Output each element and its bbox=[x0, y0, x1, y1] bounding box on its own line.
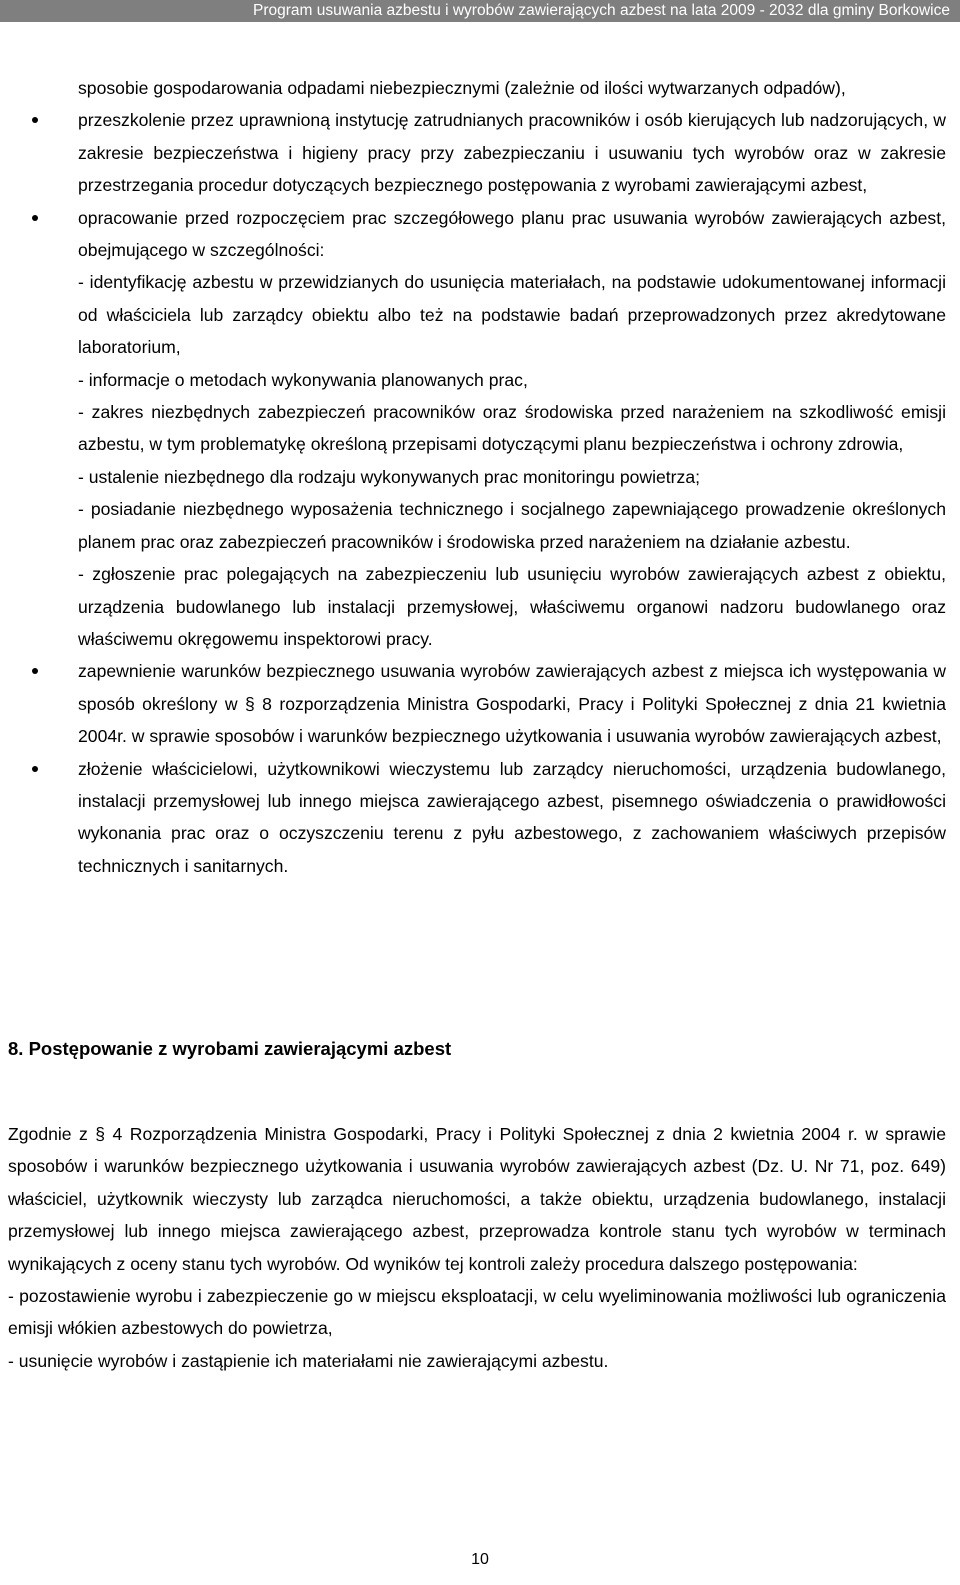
list-item bbox=[0, 202, 960, 656]
list-item bbox=[0, 72, 960, 104]
sub-item-text: - zakres niezbędnych zabezpieczeń pracowników oraz środowiska przed narażeniem na szkodliwość emisji azbestu, w tym problematykę określoną przepisami dotyczącymi planu bezpieczeństwa i ochrony zdrowia, bbox=[78, 402, 946, 455]
paragraph-text: - usunięcie wyrobów i zastąpienie ich materiałami nie zawierającymi azbestu. bbox=[8, 1350, 609, 1371]
list-item bbox=[0, 753, 960, 883]
list-item bbox=[0, 655, 960, 752]
list-item bbox=[0, 104, 960, 201]
section-heading: 8. Postępowanie z wyrobami zawierającymi azbest bbox=[8, 1038, 452, 1059]
section-paragraph bbox=[0, 1118, 960, 1377]
bullet-icon bbox=[32, 668, 38, 674]
paragraph-text: - pozostawienie wyrobu i zabezpieczenie go w miejscu eksploatacji, w celu wyeliminowania możliwości lub ograniczenia emisji włókien azbestowych do powietrza, bbox=[8, 1286, 946, 1339]
sub-item-text: - zgłoszenie prac polegających na zabezpieczeniu lub usunięciu wyrobów zawierających azbest z obiektu, urządzenia budowlanego lub instalacji przemysłowej, właściwemu organowi nadzoru budowlanego oraz właściwemu okręgowemu inspektorowi pracy. bbox=[78, 564, 946, 649]
page-header bbox=[0, 0, 960, 22]
list-item-text: zapewnienie warunków bezpiecznego usuwania wyrobów zawierających azbest z miejsca ich występowania w sposób określony w § 8 rozporządzenia Ministra Gospodarki, Pracy i Polityki Społecznej z dnia 21 kwietnia 2004r. w sprawie sposobów i warunków bezpiecznego użytkowania i usuwania wyrobów zawierających azbest, bbox=[78, 661, 946, 747]
page-number: 10 bbox=[471, 1551, 489, 1568]
sub-item-text: - identyfikację azbestu w przewidzianych do usunięcia materiałach, na podstawie udokumentowanej informacji od właściciela lub zarządcy obiektu albo też na podstawie badań przeprowadzonych przez akredytowane laboratorium, bbox=[78, 272, 946, 358]
sub-item-text: - informacje o metodach wykonywania planowanych prac, bbox=[78, 369, 528, 390]
header-title: Program usuwania azbestu i wyrobów zawierających azbest na lata 2009 - 2032 dla gminy Borkowice bbox=[252, 2, 950, 19]
requirements-list bbox=[0, 72, 960, 882]
paragraph-text: Zgodnie z § 4 Rozporządzenia Ministra Gospodarki, Pracy i Polityki Społecznej z dnia 2 kwietnia 2004 r. w sprawie sposobów i warunków bezpiecznego użytkowania i usuwania wyrobów zawierających azbest (Dz. U. Nr 71, poz. 649) właściciel, użytkownik wieczysty lub zarządca nieruchomości, a także obiektu, urządzenia budowlanego, instalacji przemysłowej lub innego miejsca zawierającego azbest, przeprowadza kontrole stanu tych wyrobów w terminach wynikających z oceny stanu tych wyrobów. Od wyników tej kontroli zależy procedura dalszego postępowania: bbox=[8, 1124, 946, 1274]
list-item-text: opracowanie przed rozpoczęciem prac szczegółowego planu prac usuwania wyrobów zawierających azbest, obejmującego w szczególności: bbox=[78, 207, 946, 261]
page-content bbox=[0, 72, 960, 882]
sub-item-text: - posiadanie niezbędnego wyposażenia technicznego i socjalnego zapewniającego prowadzenie określonych planem prac oraz zabezpieczeń pracowników i środowiska przed narażeniem na działanie azbestu. bbox=[78, 499, 946, 552]
bullet-icon bbox=[32, 766, 38, 772]
list-item-text: sposobie gospodarowania odpadami niebezpiecznymi (zależnie od ilości wytwarzanych odpadów), bbox=[78, 78, 846, 98]
list-item-text: przeszkolenie przez uprawnioną instytucję zatrudnianych pracowników i osób kierujących lub nadzorujących, w zakresie bezpieczeństwa i higieny pracy przy zabezpieczaniu i usuwaniu tych wyrobów oraz w zakresie przestrzegania procedur dotyczących bezpiecznego postępowania z wyrobami zawierającymi azbest, bbox=[78, 110, 946, 196]
list-item-text: złożenie właścicielowi, użytkownikowi wieczystemu lub zarządcy nieruchomości, urządzenia budowlanego, instalacji przemysłowej lub innego miejsca zawierającego azbest, pisemnego oświadczenia o prawidłowości wykonania prac oraz o oczyszczeniu terenu z pyłu azbestowego, z zachowaniem właściwych przepisów technicznych i sanitarnych. bbox=[78, 758, 946, 876]
bullet-icon bbox=[32, 117, 38, 123]
bullet-icon bbox=[32, 215, 38, 221]
sub-item-text: - ustalenie niezbędnego dla rodzaju wykonywanych prac monitoringu powietrza; bbox=[78, 466, 701, 487]
